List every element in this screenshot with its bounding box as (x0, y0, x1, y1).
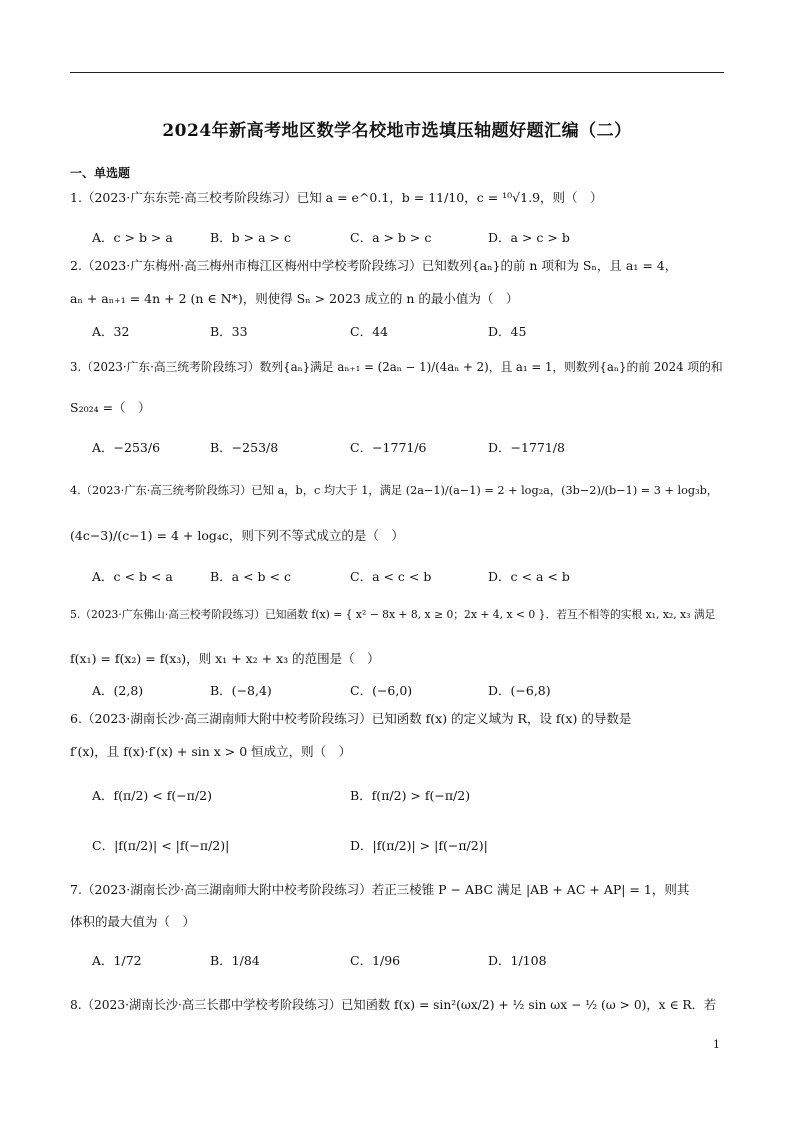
question-number: 6. (70, 711, 82, 726)
option-d: D．|f(π/2)| > |f(−π/2)| (350, 838, 488, 853)
question-text: （2023·广东东莞·高三校考阶段练习）已知 a = e^0.1，b = 11/10，c = ¹⁰√1.9，则（ ） (81, 190, 603, 205)
section-heading: 一、单选题 (70, 166, 131, 180)
option-d: D．(−6,8) (488, 683, 551, 698)
question-6-line-2: f′(x)，且 f(x)·f′(x) + sin x > 0 恒成立，则（ ） (70, 744, 352, 759)
option-b: B．(−8,4) (210, 683, 272, 698)
option-a: A．1/72 (92, 953, 142, 968)
question-5-line-2: f(x₁) = f(x₂) = f(x₃)，则 x₁ + x₂ + x₃ 的范围是（ ） (70, 651, 380, 666)
option-c: C．a < c < b (350, 569, 432, 584)
question-number: 5. (70, 608, 81, 621)
question-text: （2023·湖南长沙·高三湖南师大附中校考阶段练习）若正三棱锥 P − ABC 满足 |AB + AC + AP| = 1，则其 (81, 882, 690, 897)
question-text: （2023·广东·高三统考阶段练习）已知 a，b，c 均大于 1，满足 (2a−1)/(a−1) = 2 + log₂a，(3b−2)/(b−1) = 3 + log₃b， (80, 484, 719, 497)
option-d: D．a > c > b (488, 230, 570, 245)
option-a: A．f(π/2) < f(−π/2) (92, 788, 212, 803)
question-5-line-1 (70, 608, 715, 622)
question-1-line-1 (70, 190, 603, 206)
question-text: （2023·湖南长沙·高三长郡中学校考阶段练习）已知函数 f(x) = sin²(ωx/2) + ½ sin ωx − ½ (ω > 0)，x ∈ R．若 (81, 998, 717, 1012)
question-text: （2023·广东佛山·高三校考阶段练习）已知函数 f(x) = { x² − 8x + 8, x ≥ 0；2x + 4, x < 0 }．若互不相等的实根 x₁, x₂, x₃ 满足 (80, 608, 716, 621)
option-b: B．f(π/2) > f(−π/2) (350, 788, 471, 803)
question-3-line-1 (70, 360, 723, 375)
question-number: 3. (70, 360, 82, 374)
option-a: A．c < b < a (92, 569, 173, 584)
option-b: B．b > a > c (210, 230, 291, 245)
option-b: B．−253/8 (210, 440, 279, 455)
option-d: D．1/108 (488, 953, 547, 968)
option-c: C．|f(π/2)| < |f(−π/2)| (92, 838, 230, 853)
question-number: 1. (70, 190, 82, 205)
option-b: B．33 (210, 324, 248, 339)
question-3-line-2: S₂₀₂₄ =（ ） (70, 400, 151, 415)
question-2-line-2: aₙ + aₙ₊₁ = 4n + 2 (n ∈ N*)，则使得 Sₙ > 2023 成立的 n 的最小值为（ ） (70, 291, 519, 306)
question-text: （2023·广东梅州·高三梅州市梅江区梅州中学校考阶段练习）已知数列{aₙ}的前 n 项和为 Sₙ，且 a₁ = 4， (81, 258, 678, 273)
option-d: D．45 (488, 324, 527, 339)
question-text: （2023·广东·高三统考阶段练习）数列{aₙ}满足 aₙ₊₁ = (2aₙ − 1)/(4aₙ + 2)，且 a₁ = 1，则数列{aₙ}的前 2024 项的和 (81, 360, 723, 374)
option-c: C．−1771/6 (350, 440, 427, 455)
question-number: 8. (70, 998, 82, 1012)
option-c: C．44 (350, 324, 388, 339)
question-8-line-1 (70, 998, 716, 1014)
header-rule (70, 72, 724, 73)
question-4-line-1 (70, 484, 718, 499)
question-number: 4. (70, 484, 81, 497)
option-c: C．a > b > c (350, 230, 432, 245)
option-b: B．a < b < c (210, 569, 291, 584)
page-number: 1 (713, 1038, 720, 1051)
question-number: 7. (70, 882, 82, 897)
option-a: A．(2,8) (92, 683, 144, 698)
option-d: D．−1771/8 (488, 440, 565, 455)
question-6-line-1 (70, 711, 631, 727)
question-7-line-2: 体积的最大值为（ ） (70, 914, 196, 929)
question-4-line-2: (4c−3)/(c−1) = 4 + log₄c，则下列不等式成立的是（ ） (70, 528, 404, 543)
option-b: B．1/84 (210, 953, 260, 968)
question-text: （2023·湖南长沙·高三湖南师大附中校考阶段练习）已知函数 f(x) 的定义域为 R，设 f(x) 的导数是 (81, 711, 632, 726)
question-7-line-1 (70, 882, 689, 898)
option-a: A．c > b > a (92, 230, 173, 245)
option-a: A．−253/6 (92, 440, 161, 455)
question-2-line-1 (70, 258, 677, 274)
option-d: D．c < a < b (488, 569, 570, 584)
option-c: C．1/96 (350, 953, 401, 968)
page-title: 2024年新高考地区数学名校地市选填压轴题好题汇编（二） (162, 121, 632, 141)
option-c: C．(−6,0) (350, 683, 413, 698)
option-a: A．32 (92, 324, 130, 339)
question-number: 2. (70, 258, 82, 273)
